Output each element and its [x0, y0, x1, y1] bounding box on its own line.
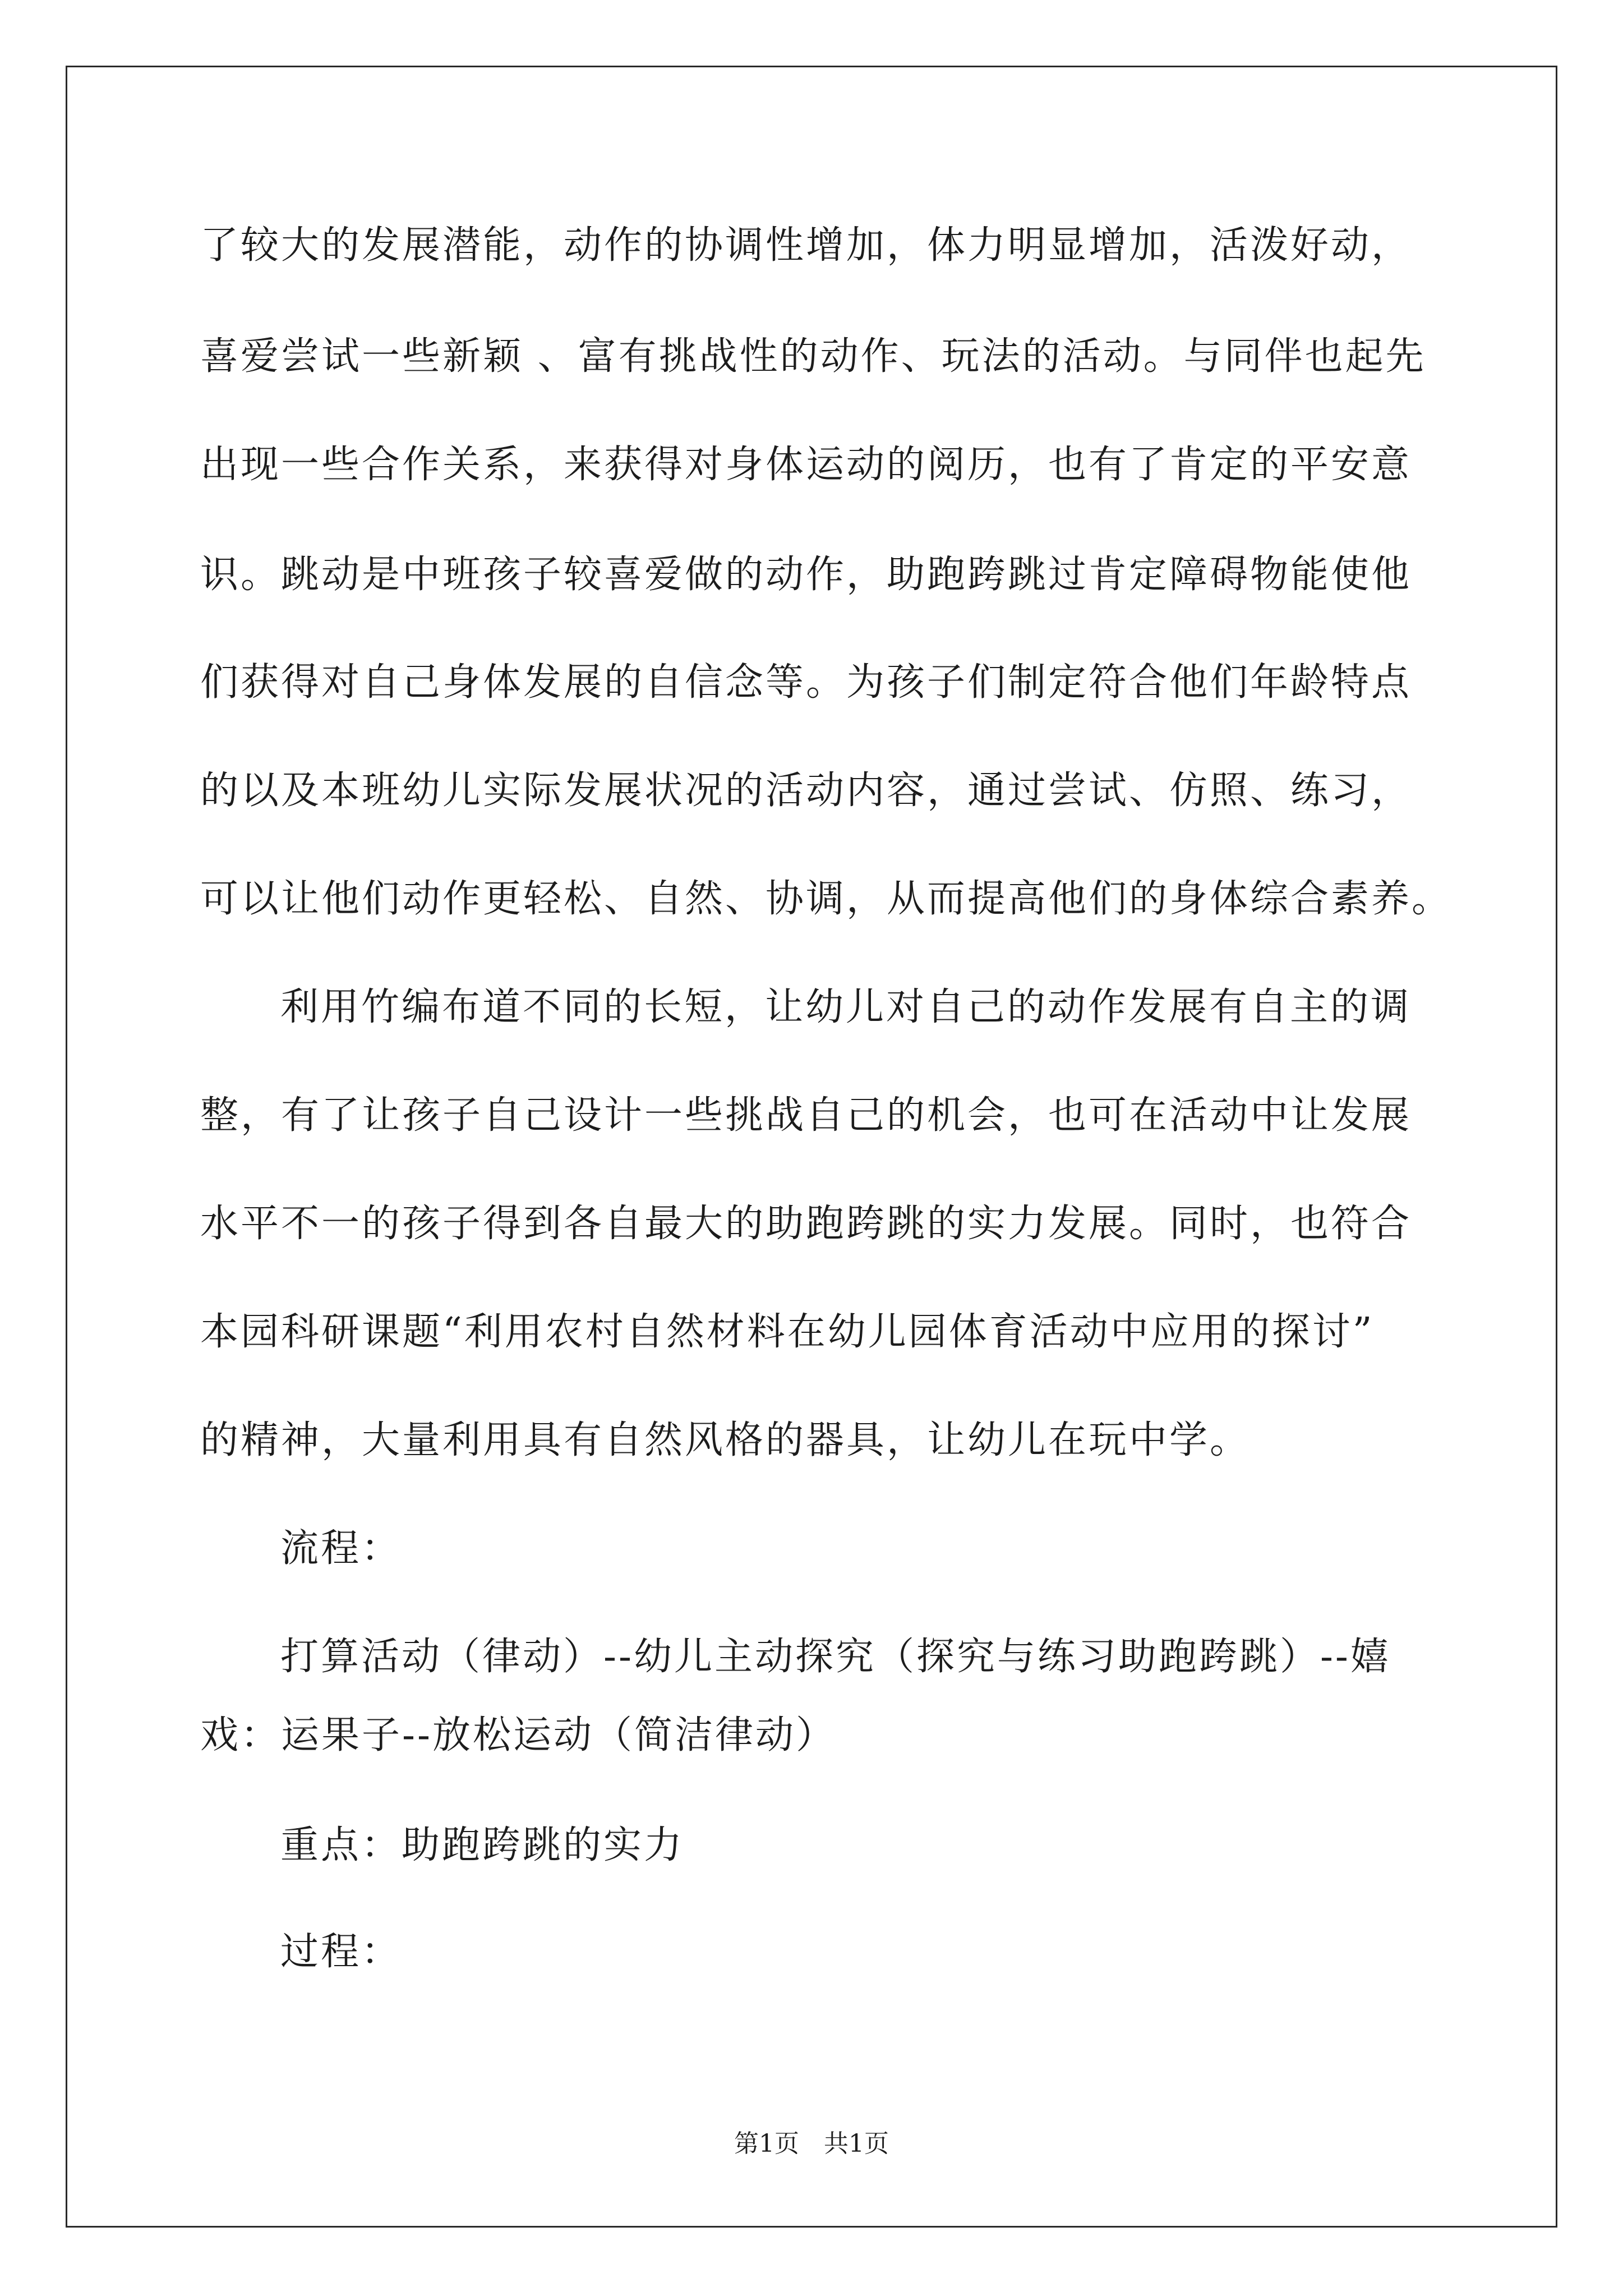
text-line: 们获得对自己身体发展的自信念等。为孩子们制定符合他们年龄特点 — [200, 660, 1412, 705]
text-line: 喜爱尝试一些新颖 、富有挑战性的动作、玩法的活动。与同伴也起先 — [200, 334, 1426, 379]
text-line: 识。跳动是中班孩子较喜爱做的动作，助跑跨跳过肯定障碍物能使他 — [200, 553, 1412, 597]
text-line: 出现一些合作关系，来获得对身体运动的阅历，也有了肯定的平安意 — [200, 443, 1412, 487]
text-line: 的以及本班幼儿实际发展状况的活动内容，通过尝试、仿照、练习， — [200, 769, 1412, 813]
text-line: 本园科研课题“利用农村自然材料在幼儿园体育活动中应用的探讨” — [200, 1310, 1375, 1354]
page-total: 共1页 — [824, 2129, 889, 2158]
text-line: 重点：助跑跨跳的实力 — [280, 1823, 685, 1867]
text-line: 水平不一的孩子得到各自最大的助跑跨跳的实力发展。同时，也符合 — [200, 1202, 1412, 1246]
section-heading-flow: 流程： — [280, 1526, 402, 1571]
text-line: 利用竹编布道不同的长短，让幼儿对自己的动作发展有自主的调 — [280, 985, 1412, 1029]
text-line: 可以让他们动作更轻松、自然、协调，从而提高他们的身体综合素养。 — [200, 877, 1453, 921]
text-line: 了较大的发展潜能，动作的协调性增加，体力明显增加，活泼好动， — [200, 223, 1412, 268]
text-line: 的精神，大量利用具有自然风格的器具，让幼儿在玩中学。 — [200, 1418, 1251, 1462]
page-footer — [0, 2130, 1623, 2158]
text-line: 戏：运果子--放松运动（简洁律动） — [200, 1713, 836, 1757]
text-line: 打算活动（律动）--幼儿主动探究（探究与练习助跑跨跳）--嬉 — [280, 1635, 1391, 1679]
page-border — [66, 66, 1557, 2228]
text-line: 整，有了让孩子自己设计一些挑战自己的机会，也可在活动中让发展 — [200, 1093, 1412, 1138]
section-heading-process: 过程： — [280, 1930, 402, 1974]
page-number: 第1页 — [734, 2129, 799, 2158]
